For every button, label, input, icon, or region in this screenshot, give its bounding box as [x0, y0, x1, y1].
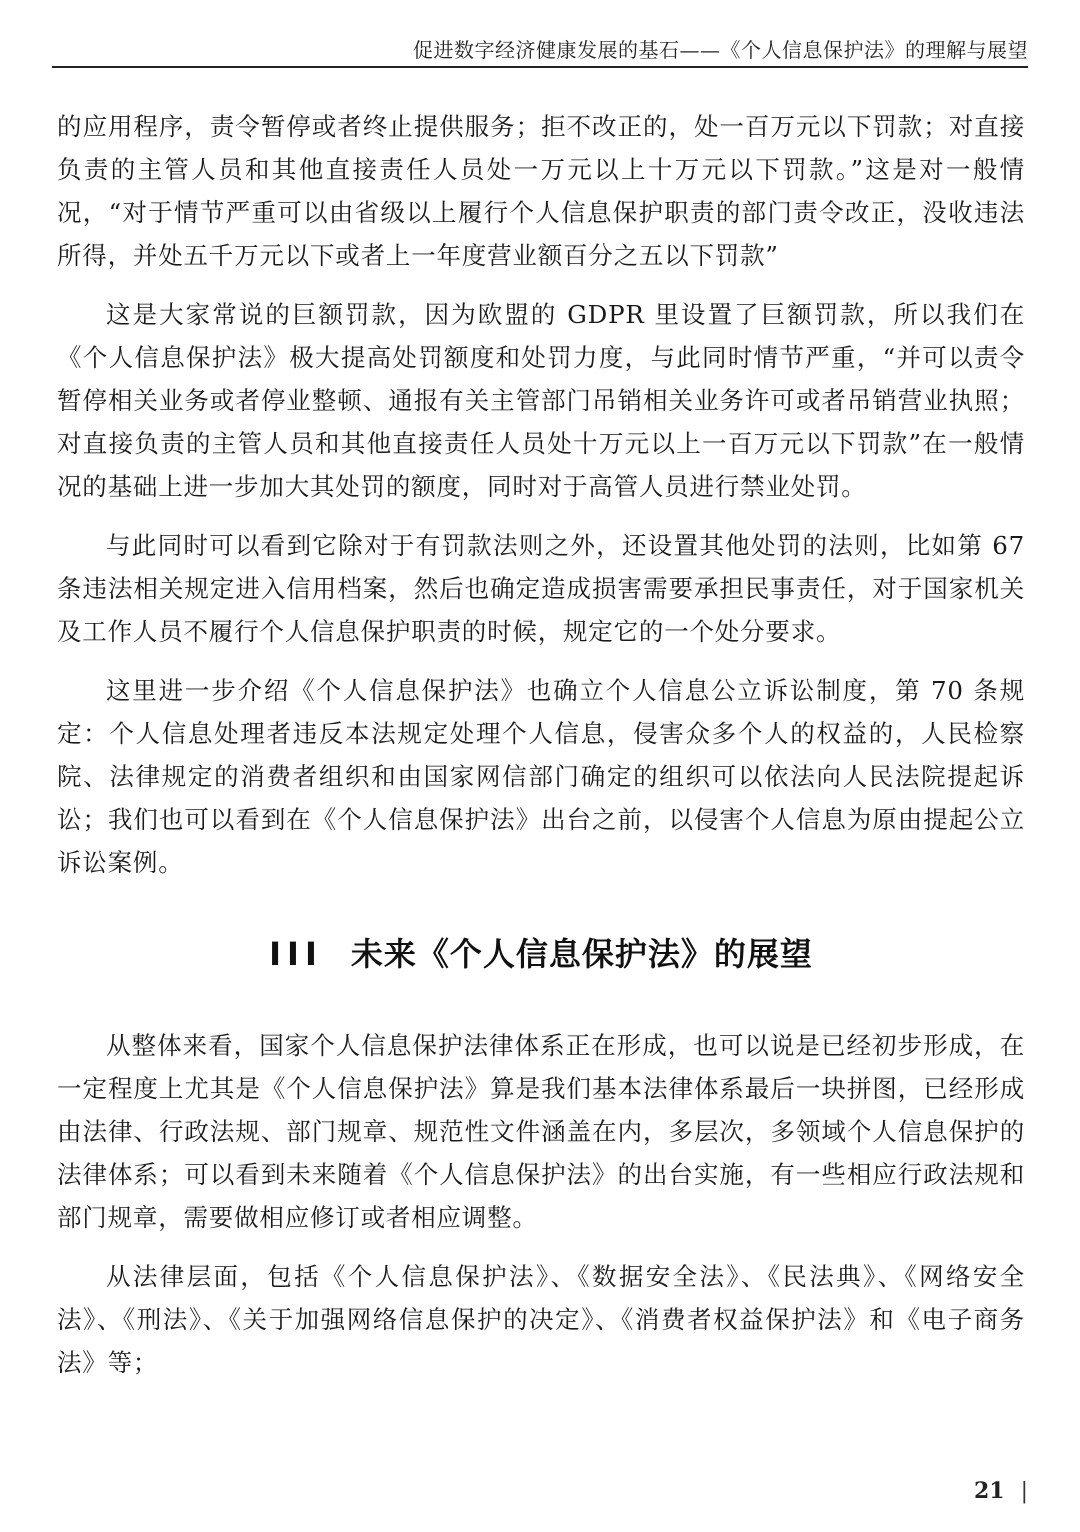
paragraph-4: 这里进一步介绍《个人信息保护法》也确立个人信息公立诉讼制度，第 70 条规定：个人信息处理者违反本法规定处理个人信息，侵害众多个人的权益的，人民检察院、法律规定的消费者组织和由国家网信部门确定的组织可以依法向人民法院提起诉讼；我们也可以看到在《个人信息保护法》出台之前，以侵害个人信息为原由提起公立诉讼案例。 [57, 676, 1025, 877]
paragraph-2: 这是大家常说的巨额罚款，因为欧盟的 GDPR 里设置了巨额罚款，所以我们在《个人信息保护法》极大提高处罚额度和处罚力度，与此同时情节严重，“并可以责令暂停相关业务或者停业整顿、通报有关主管部门吊销相关业务许可或者吊销营业执照；对直接负责的主管人员和其他直接责任人员处十万元以上一百万元以下罚款”在一般情况的基础上进一步加大其处罚的额度，同时对于高管人员进行禁业处罚。 [57, 300, 1025, 501]
paragraph-5: 从整体来看，国家个人信息保护法律体系正在形成，也可以说是已经初步形成，在一定程度上尤其是《个人信息保护法》算是我们基本法律体系最后一块拼图，已经形成由法律、行政法规、部门规章、规范性文件涵盖在内，多层次，多领域个人信息保护的法律体系；可以看到未来随着《个人信息保护法》的出台实施，有一些相应行政法规和部门规章，需要做相应修订或者相应调整。 [57, 1031, 1025, 1232]
section-heading [57, 932, 1025, 976]
paragraph-3: 与此同时可以看到它除对于有罚款法则之外，还设置其他处罚的法则，比如第 67 条违法相关规定进入信用档案，然后也确定造成损害需要承担民事责任，对于国家机关及工作人员不履行个人信息保护职责的时候，规定它的一个处分要求。 [57, 531, 1025, 646]
section-title: 未来《个人信息保护法》的展望 [350, 935, 813, 973]
running-header [52, 22, 1028, 68]
paragraph-6: 从法律层面，包括《个人信息保护法》、《数据安全法》、《民法典》、《网络安全法》、《刑法》、《关于加强网络信息保护的决定》、《消费者权益保护法》和《电子商务法》等； [57, 1262, 1025, 1377]
page-body [57, 105, 1025, 1400]
page-footer [974, 1478, 1028, 1504]
footer-separator: | [1020, 1479, 1028, 1504]
page-number: 21 [973, 1478, 1005, 1504]
section-number: III [269, 935, 323, 973]
paragraph-1: 的应用程序，责令暂停或者终止提供服务；拒不改正的，处一百万元以下罚款；对直接负责的主管人员和其他直接责任人员处一万元以上十万元以下罚款。”这是对一般情况，“对于情节严重可以由省级以上履行个人信息保护职责的部门责令改正，没收违法所得，并处五千万元以下或者上一年度营业额百分之五以下罚款” [57, 112, 1025, 270]
running-header-title: 促进数字经济健康发展的基石——《个人信息保护法》的理解与展望 [413, 38, 1028, 62]
